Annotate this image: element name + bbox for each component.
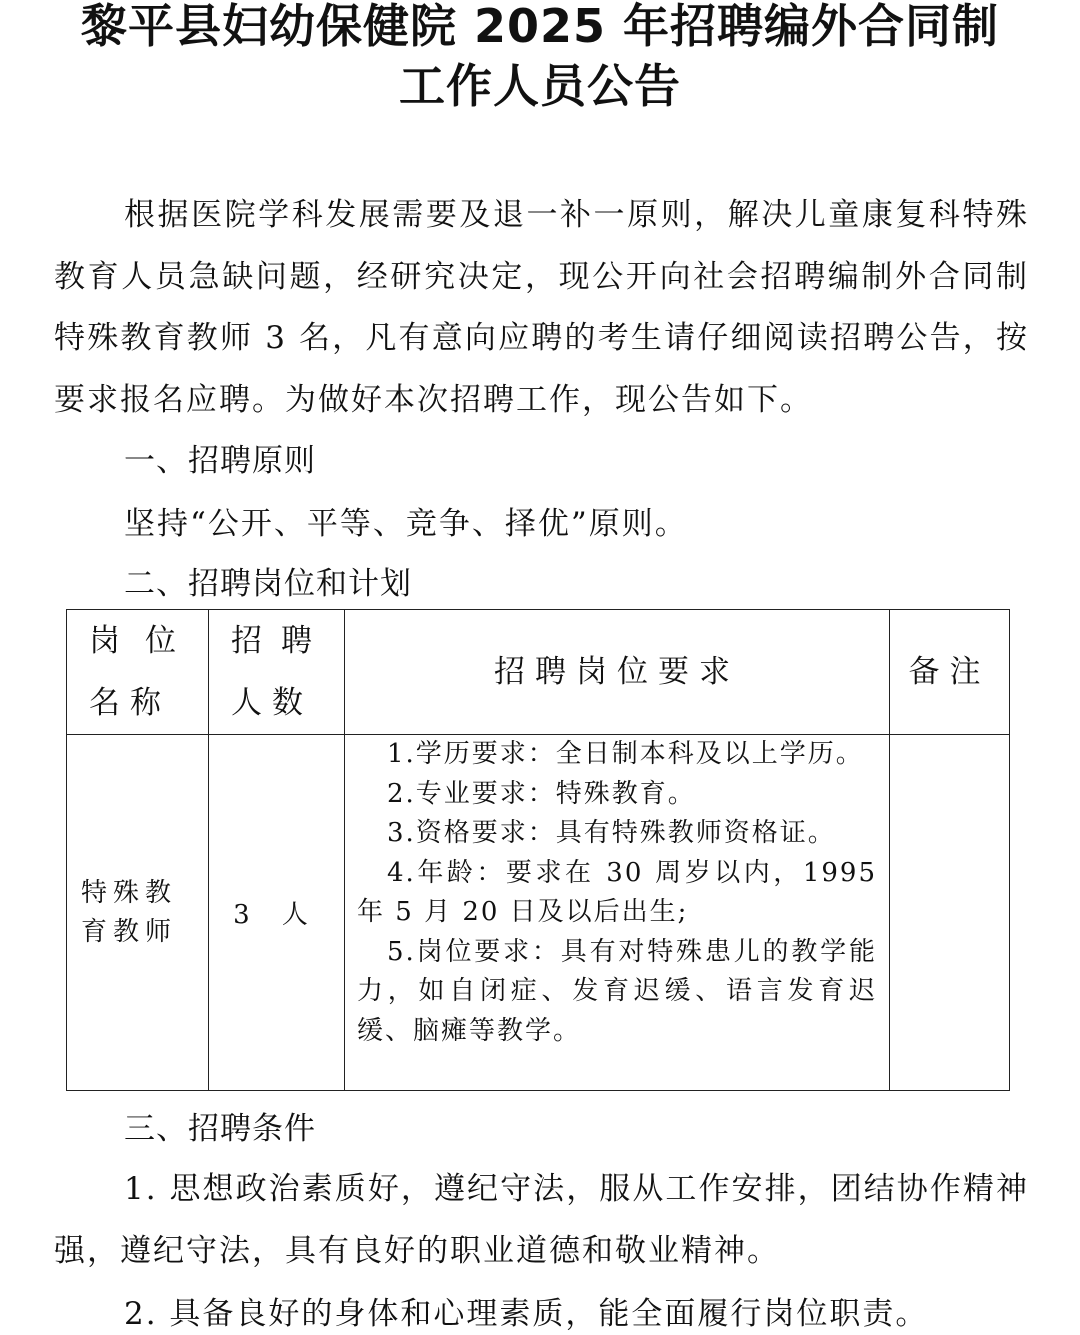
table-row xyxy=(67,735,1010,1091)
document-title-line-2: 工作人员公告 xyxy=(399,59,681,113)
condition-item-1: 1. 思想政治素质好，遵纪守法，服从工作安排，团结协作精神强，遵纪守法，具有良好的职业道德和敬业精神。 xyxy=(54,1171,1029,1269)
requirement-qualification: 3.资格要求：具有特殊教师资格证。 xyxy=(387,818,836,848)
requirement-ability: 5.岗位要求：具有对特殊患儿的教学能力，如自闭症、发育迟缓、语言发育迟缓、脑瘫等教学。 xyxy=(357,936,877,1046)
requirement-major: 2.专业要求：特殊教育。 xyxy=(387,778,696,809)
header-position-name: 岗位名称 xyxy=(67,610,209,735)
positions-table xyxy=(66,609,1010,1091)
requirement-age: 4.年龄：要求在 30 周岁以内，1995 年 5 月 20 日及以后出生; xyxy=(357,857,877,927)
principle-text: 坚持“公开、平等、竞争、择优”原则。 xyxy=(124,506,688,542)
cell-hire-count: 3 人 xyxy=(209,735,345,1091)
header-remarks: 备注 xyxy=(890,610,1010,735)
condition-item-2: 2. 具备良好的身体和心理素质，能全面履行岗位职责。 xyxy=(124,1296,929,1332)
header-requirements: 招聘岗位要求 xyxy=(345,610,890,735)
section-heading-conditions: 三、招聘条件 xyxy=(124,1111,316,1147)
table-header-row xyxy=(67,610,1010,735)
intro-paragraph: 根据医院学科发展需要及退一补一原则，解决儿童康复科特殊教育人员急缺问题，经研究决定，现公开向社会招聘编制外合同制特殊教育教师 3 名，凡有意向应聘的考生请仔细阅读招聘公告，按要求报名应聘。为做好本次招聘工作，现公告如下。 xyxy=(54,197,1029,418)
document-title-line-1: 黎平县妇幼保健院 2025 年招聘编外合同制 xyxy=(80,0,1000,53)
section-heading-principle: 一、招聘原则 xyxy=(124,443,316,479)
cell-requirements xyxy=(345,735,890,1091)
header-hire-count: 招聘人数 xyxy=(209,610,345,735)
cell-remarks xyxy=(890,735,1010,1091)
cell-position-name: 特殊教育教师 xyxy=(67,735,209,1091)
section-heading-positions: 二、招聘岗位和计划 xyxy=(124,566,412,602)
requirement-education: 1.学历要求：全日制本科及以上学历。 xyxy=(387,739,864,769)
